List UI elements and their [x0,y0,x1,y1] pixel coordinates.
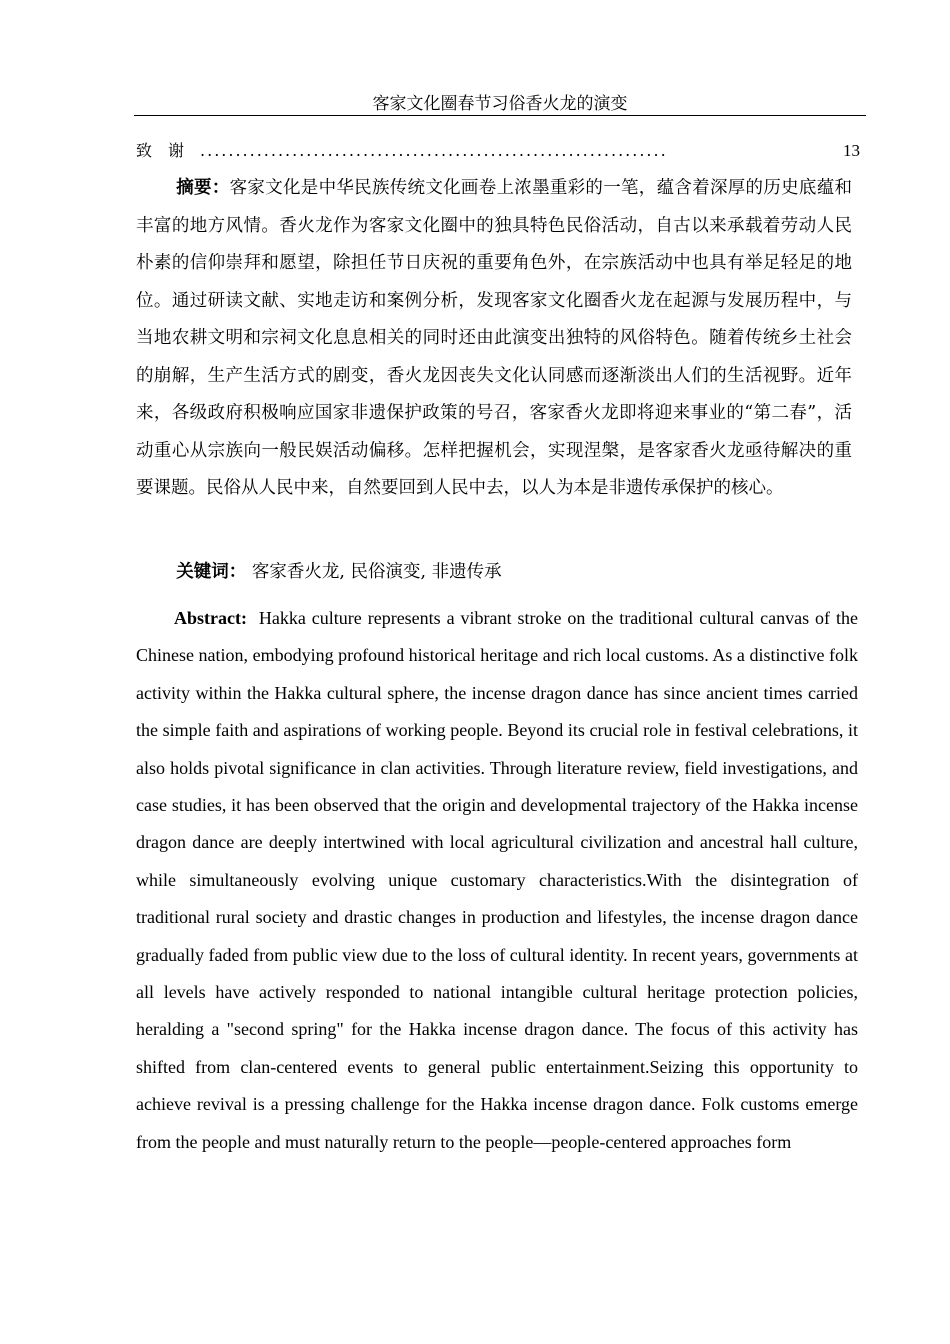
chinese-abstract-label: 摘要： [176,178,230,198]
chinese-keywords [136,557,852,587]
chinese-abstract [136,170,852,508]
toc-leader-dots: .................................................................. [200,141,668,160]
english-abstract-label: Abstract: [174,608,247,628]
header-divider [134,115,866,116]
toc-page-number: 13 [843,141,860,160]
chinese-keywords-text: 客家香火龙, 民俗演变, 非遗传承 [251,562,502,582]
chinese-keywords-label: 关键词： [176,562,247,582]
toc-entry-acknowledgements[interactable] [136,140,860,162]
english-abstract [136,600,858,1161]
english-abstract-text: Hakka culture represents a vibrant stroke on the traditional cultural canvas of the Chinese nation, embodying profound historical heritage and rich local customs. As a distinctive folk activity within the Hakka cultural sphere, the incense dragon dance has since ancient times carried the simple faith and aspirations of working people. Beyond its crucial role in festival celebrations, it also holds pivotal significance in clan activities. Through literature review, field investigations, and case studies, it has been observed that the origin and developmental trajectory of the Hakka incense dragon dance are deeply intertwined with local agricultural civilization and ancestral hall culture, while simultaneously evolving unique customary characteristics.With the disintegration of traditional rural society and drastic changes in production and lifestyles, the incense dragon dance gradually faded from public view due to the loss of cultural identity. In recent years, governments at all levels have actively responded to national intangible cultural heritage protection policies, heralding a "second spring" for the Hakka incense dragon dance. The focus of this activity has shifted from clan-centered events to general public entertainment.Seizing this opportunity to achieve revival is a pressing challenge for the Hakka incense dragon dance. Folk customs emerge from the people and must naturally return to the people—people-centered approaches form [136,608,858,1152]
running-header-title: 客家文化圈春节习俗香火龙的演变 [372,94,628,114]
chinese-abstract-text: 客家文化是中华民族传统文化画卷上浓墨重彩的一笔，蕴含着深厚的历史底蕴和丰富的地方风情。香火龙作为客家文化圈中的独具特色民俗活动，自古以来承载着劳动人民朴素的信仰崇拜和愿望，除担任节日庆祝的重要角色外，在宗族活动中也具有举足轻足的地位。通过研读文献、实地走访和案例分析，发现客家文化圈香火龙在起源与发展历程中，与当地农耕文明和宗祠文化息息相关的同时还由此演变出独特的风俗特色。随着传统乡土社会的崩解，生产生活方式的剧变，香火龙因丧失文化认同感而逐渐淡出人们的生活视野。近年来，各级政府积极响应国家非遗保护政策的号召，客家香火龙即将迎来事业的“第二春”，活动重心从宗族向一般民娱活动偏移。怎样把握机会，实现涅槃，是客家香火龙亟待解决的重要课题。民俗从人民中来，自然要回到人民中去，以人为本是非遗传承保护的核心。 [136,178,853,498]
toc-entry-title: 致谢 [136,141,201,160]
